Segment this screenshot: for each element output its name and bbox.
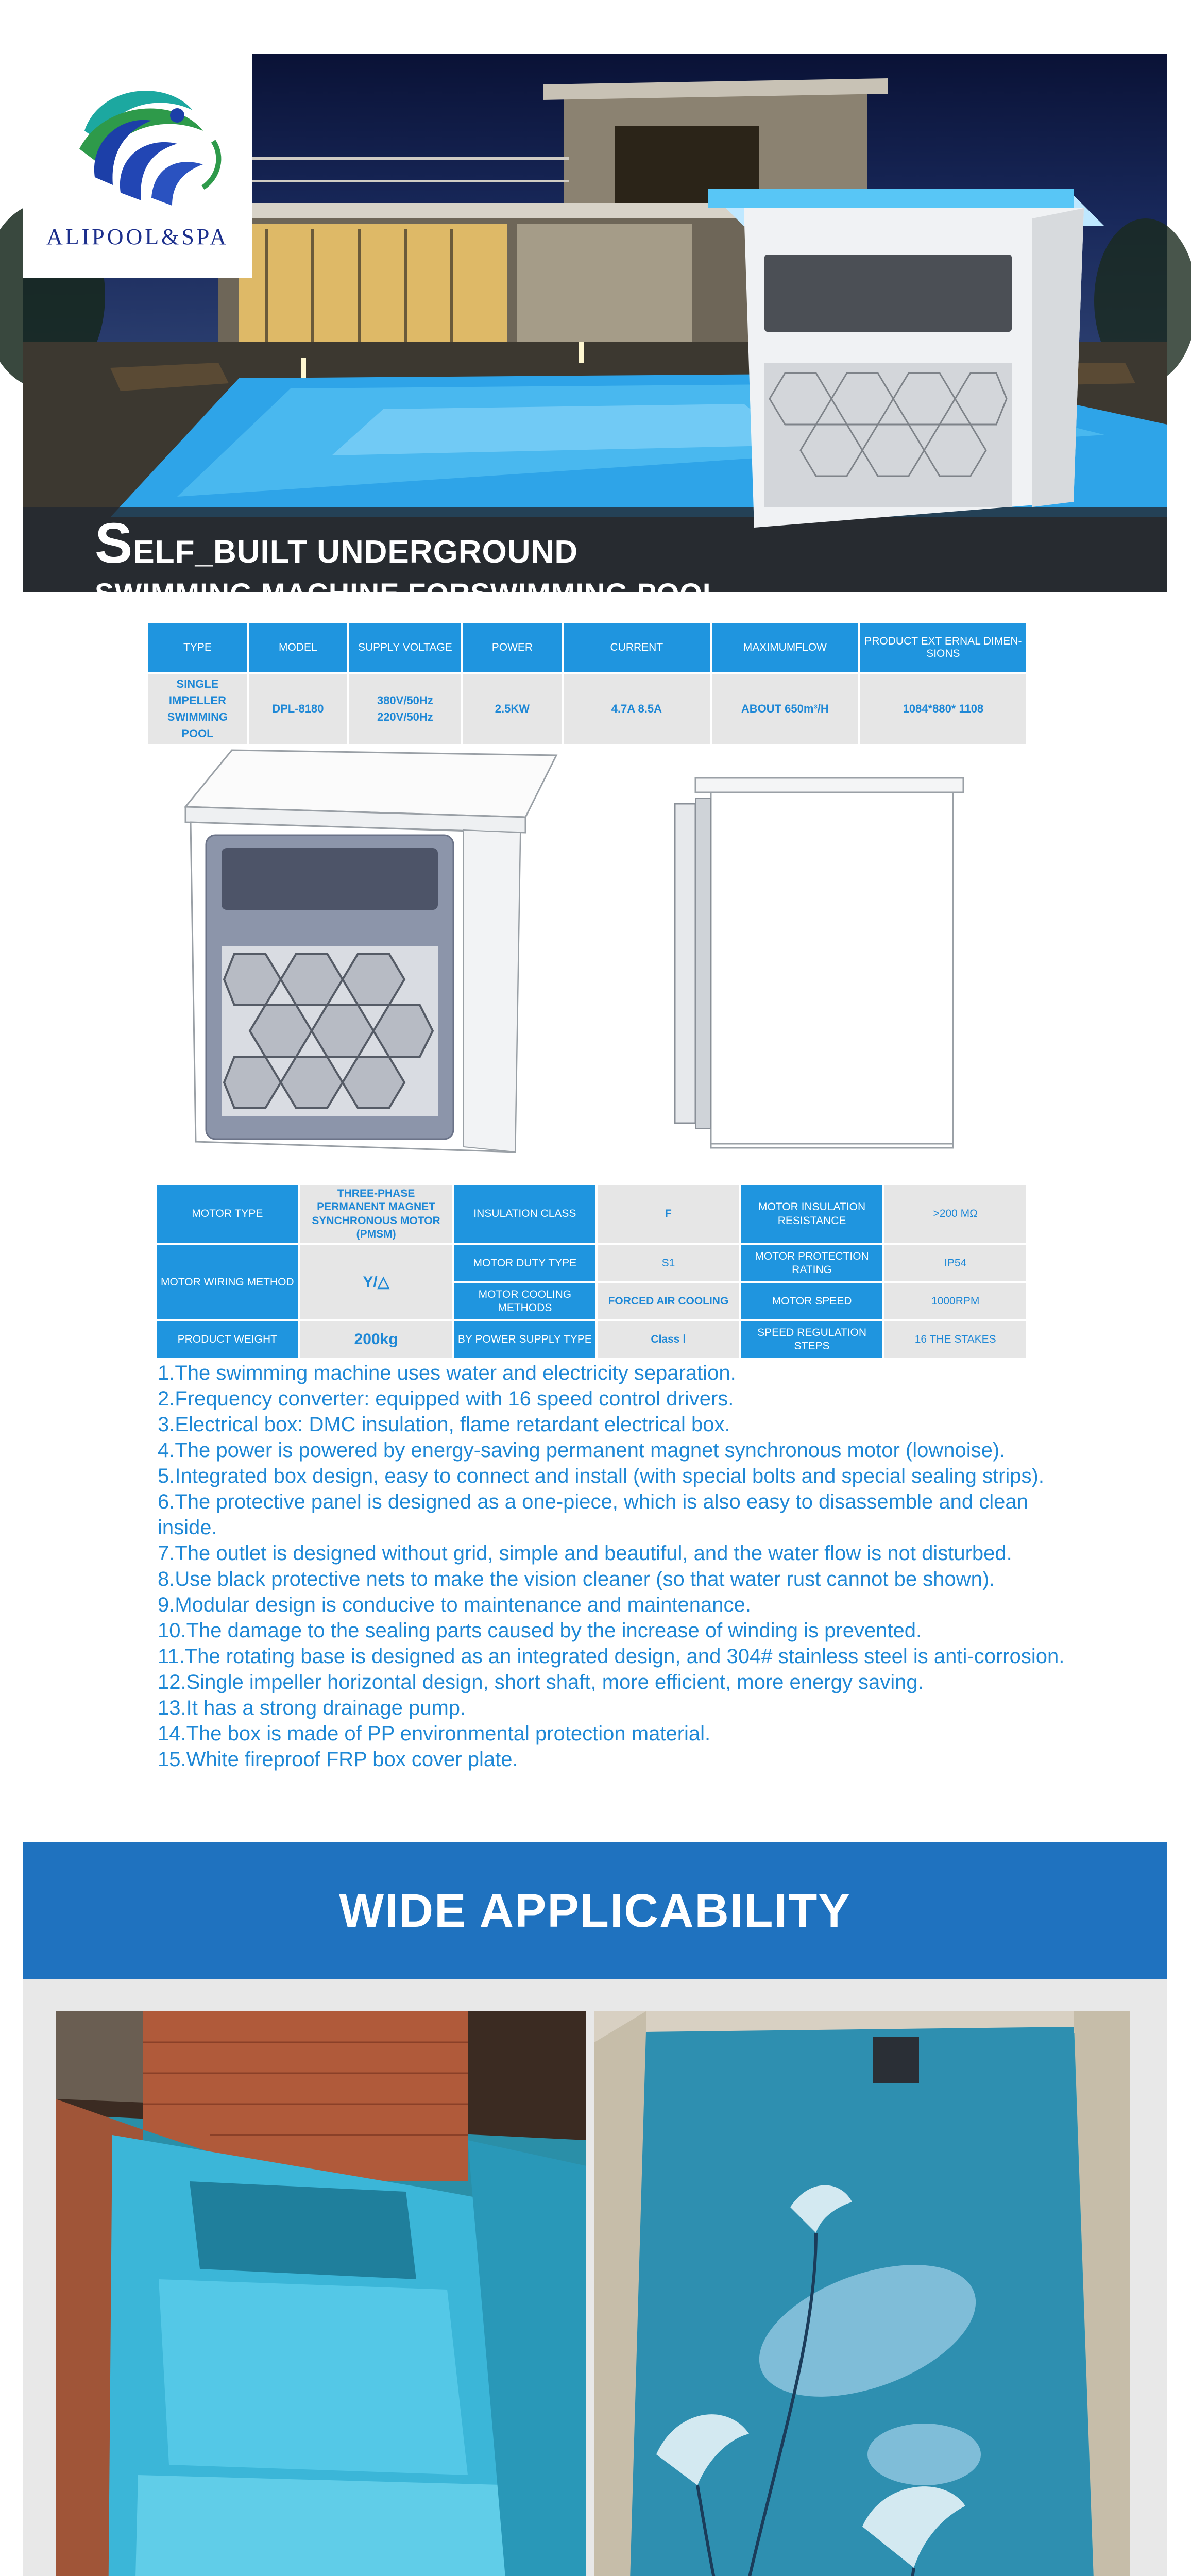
spec-value-cell: 380V/50Hz 220V/50Hz bbox=[349, 674, 461, 744]
spec-header-cell: CURRENT bbox=[564, 623, 710, 672]
pool-photo-1 bbox=[56, 2011, 586, 2576]
spec-table-header-row bbox=[148, 623, 1026, 672]
motor-table-row bbox=[157, 1245, 1026, 1281]
spec-value-cell: SINGLE IMPELLER SWIMMING POOL bbox=[148, 674, 247, 744]
motor-table-row bbox=[157, 1185, 1026, 1243]
feature-item: 15.White fireproof FRP box cover plate. bbox=[158, 1748, 518, 1771]
motor-value-cell: >200 MΩ bbox=[884, 1185, 1026, 1243]
feature-item: 10.The damage to the sealing parts caused by the increase of winding is prevented. bbox=[158, 1619, 922, 1642]
motor-value-cell: THREE-PHASE PERMANENT MAGNET SYNCHRONOUS MOTOR (PMSM) bbox=[300, 1185, 452, 1243]
spec-value-cell: DPL-8180 bbox=[249, 674, 347, 744]
motor-label-cell: PRODUCT WEIGHT bbox=[157, 1321, 298, 1358]
motor-value-cell: Y/△ bbox=[300, 1245, 452, 1319]
brand-name: ALIPOOL&SPA bbox=[46, 224, 229, 249]
motor-value-cell: FORCED AIR COOLING bbox=[598, 1283, 739, 1319]
spec-header-cell: TYPE bbox=[148, 623, 247, 672]
product-side-view bbox=[665, 773, 974, 1154]
motor-label-cell: MOTOR WIRING METHOD bbox=[157, 1245, 298, 1319]
feature-item: 4.The power is powered by energy-saving permanent magnet synchronous motor (lownoise). bbox=[158, 1439, 1006, 1462]
feature-list bbox=[158, 1360, 1085, 1772]
hero-title-initial: S bbox=[95, 512, 133, 575]
feature-item: 9.Modular design is conducive to maintenance and maintenance. bbox=[158, 1594, 751, 1616]
motor-label-cell: SPEED REGULATION STEPS bbox=[741, 1321, 883, 1358]
hero-title-line1: ELF_BUILT UNDERGROUND bbox=[133, 534, 579, 570]
motor-label-cell: MOTOR COOLING METHODS bbox=[454, 1283, 596, 1319]
motor-label-cell: MOTOR TYPE bbox=[157, 1185, 298, 1243]
spec-header-cell: MODEL bbox=[249, 623, 347, 672]
swimmer-logo-icon bbox=[23, 54, 252, 218]
motor-label-cell: BY POWER SUPPLY TYPE bbox=[454, 1321, 596, 1358]
applicability-heading: WIDE APPLICABILITY bbox=[339, 1884, 851, 1937]
feature-item: 1.The swimming machine uses water and electricity separation. bbox=[158, 1362, 736, 1384]
feature-item: 8.Use black protective nets to make the vision cleaner (so that water rust cannot be shown). bbox=[158, 1568, 995, 1590]
motor-label-cell: MOTOR PROTECTION RATING bbox=[741, 1245, 883, 1281]
spec-value-cell: 4.7A 8.5A bbox=[564, 674, 710, 744]
applicability-banner bbox=[23, 1842, 1167, 1979]
spec-header-cell: SUPPLY VOLTAGE bbox=[349, 623, 461, 672]
motor-label-cell: INSULATION CLASS bbox=[454, 1185, 596, 1243]
motor-value-cell: 200kg bbox=[300, 1321, 452, 1358]
motor-value-cell: F bbox=[598, 1185, 739, 1243]
feature-item: 3.Electrical box: DMC insulation, flame retardant electrical box. bbox=[158, 1413, 730, 1436]
motor-value-cell: 1000RPM bbox=[884, 1283, 1026, 1319]
motor-value-cell: 16 THE STAKES bbox=[884, 1321, 1026, 1358]
feature-item: 6.The protective panel is designed as a one-piece, which is also easy to disassemble and clean inside. bbox=[158, 1490, 1028, 1539]
brand-logo bbox=[23, 54, 252, 278]
spec-table-value-row bbox=[148, 674, 1026, 744]
spec-value-cell: 2.5KW bbox=[463, 674, 562, 744]
feature-item: 2.Frequency converter: equipped with 16 speed control drivers. bbox=[158, 1387, 734, 1410]
spec-header-cell: POWER bbox=[463, 623, 562, 672]
feature-item: 12.Single impeller horizontal design, short shaft, more efficient, more energy saving. bbox=[158, 1671, 924, 1693]
feature-item: 13.It has a strong drainage pump. bbox=[158, 1697, 466, 1719]
motor-label-cell: MOTOR DUTY TYPE bbox=[454, 1245, 596, 1281]
motor-table-row bbox=[157, 1321, 1026, 1358]
spec-table bbox=[146, 621, 1028, 746]
motor-value-cell: S1 bbox=[598, 1245, 739, 1281]
motor-label-cell: MOTOR SPEED bbox=[741, 1283, 883, 1319]
hero-banner bbox=[23, 54, 1167, 609]
hero-title bbox=[95, 512, 721, 609]
feature-item: 7.The outlet is designed without grid, simple and beautiful, and the water flow is not disturbed. bbox=[158, 1542, 1012, 1565]
spec-value-cell: 1084*880* 1108 bbox=[860, 674, 1026, 744]
applicability-gallery bbox=[23, 1979, 1167, 2576]
feature-item: 14.The box is made of PP environmental protection material. bbox=[158, 1722, 711, 1745]
spec-header-cell: PRODUCT EXT ERNAL DIMEN- SIONS bbox=[860, 623, 1026, 672]
motor-value-cell: Class Ⅰ bbox=[598, 1321, 739, 1358]
motor-spec-table bbox=[155, 1183, 1028, 1360]
feature-item: 11.The rotating base is designed as an integrated design, and 304# stainless steel is anti-corrosion. bbox=[158, 1645, 1065, 1668]
spec-header-cell: MAXIMUMFLOW bbox=[712, 623, 858, 672]
hero-title-line2: SWIMMING MACHINE FORSWIMMING POOL bbox=[95, 577, 721, 609]
feature-item: 5.Integrated box design, easy to connect and install (with special bolts and special sealing strips). bbox=[158, 1465, 1044, 1487]
spec-value-cell: ABOUT 650m³/H bbox=[712, 674, 858, 744]
motor-value-cell: IP54 bbox=[884, 1245, 1026, 1281]
product-front-view bbox=[175, 750, 567, 1157]
pool-photo-2 bbox=[594, 2011, 1130, 2576]
motor-label-cell: MOTOR INSULATION RESISTANCE bbox=[741, 1185, 883, 1243]
